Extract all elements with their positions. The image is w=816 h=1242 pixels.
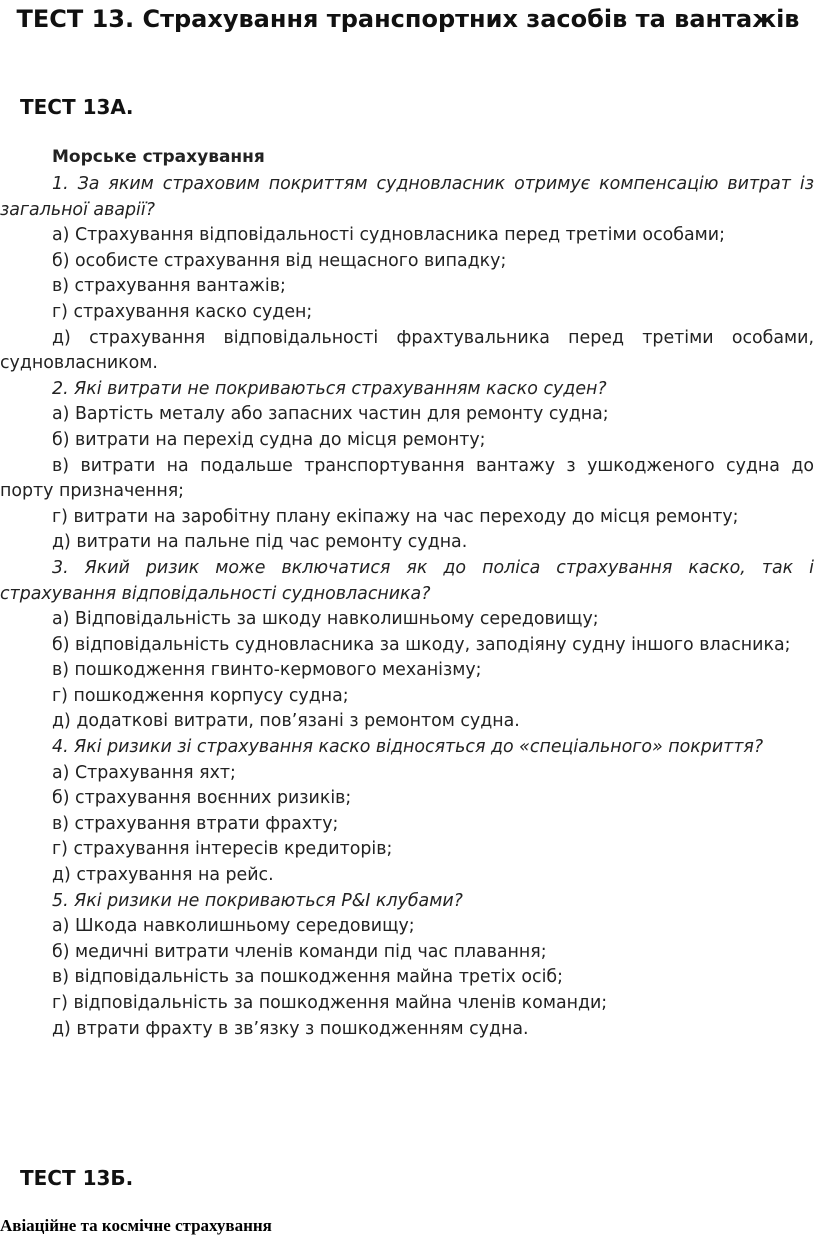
answer-option: а) Страхування яхт;	[52, 762, 236, 783]
answer-option: а) Вартість металу або запасних частин для ремонту судна;	[52, 404, 609, 425]
answer-option: г) витрати на заробітну плану екіпажу на час переходу до місця ремонту;	[52, 506, 739, 527]
question-list	[0, 172, 814, 1042]
answer-option: а) Страхування відповідальності судновласника перед третіми особами;	[52, 225, 725, 246]
answer-option: б) медичні витрати членів команди під час плавання;	[52, 941, 547, 962]
answer-option: а) Відповідальність за шкоду навколишньому середовищу;	[52, 609, 599, 630]
section-b-heading: ТЕСТ 13Б.	[20, 1166, 134, 1190]
answer-option: д) додаткові витрати, пов’язані з ремонтом судна.	[52, 711, 520, 732]
question-text: 1. За яким страховим покриттям судновласник отримує компенсацію витрат із загальної аварії?	[0, 174, 814, 220]
answer-option: б) страхування воєнних ризиків;	[52, 788, 352, 809]
question-text: 2. Які витрати не покриваються страхуванням каско суден?	[52, 378, 607, 399]
answer-option: в) пошкодження гвинто-кермового механізму;	[52, 660, 482, 681]
answer-option: г) страхування інтересів кредиторів;	[52, 839, 393, 860]
answer-option: г) пошкодження корпусу судна;	[52, 685, 349, 706]
section-a-subtitle: Морське страхування	[52, 147, 265, 167]
answer-option: д) страхування на рейс.	[52, 865, 274, 886]
section-b-subtitle: Авіаційне та космічне страхування	[0, 1216, 272, 1235]
answer-option: в) страхування втрати фрахту;	[52, 813, 339, 834]
answer-option: в) витрати на подальше транспортування вантажу з ушкодженого судна до порту призначення;	[0, 455, 814, 502]
answer-option: д) витрати на пальне під час ремонту судна.	[52, 532, 468, 553]
answer-option: б) витрати на перехід судна до місця ремонту;	[52, 429, 486, 450]
question-text: 4. Які ризики зі страхування каско відносяться до «спеціального» покриття?	[52, 737, 764, 758]
answer-option: а) Шкода навколишньому середовищу;	[52, 916, 415, 937]
answer-option: д) страхування відповідальності фрахтувальника перед третіми особами, судновласником.	[0, 327, 814, 374]
answer-option: г) страхування каско суден;	[52, 301, 313, 322]
answer-option: в) відповідальність за пошкодження майна третіх осіб;	[52, 967, 563, 988]
answer-option: б) відповідальність судновласника за шкоду, заподіяну судну іншого власника;	[52, 634, 791, 655]
answer-option: г) відповідальність за пошкодження майна членів команди;	[52, 993, 608, 1013]
answer-option: б) особисте страхування від нещасного випадку;	[52, 250, 507, 271]
document-title: ТЕСТ 13. Страхування транспортних засобів та вантажів	[16, 5, 800, 33]
answer-option: д) втрати фрахту в зв’язку з пошкодженням судна.	[52, 1018, 529, 1039]
question-text: 3. Який ризик може включатися як до поліса страхування каско, так і страхування відповідальності судновласника?	[0, 557, 814, 604]
question-text: 5. Які ризики не покриваються P&I клубами?	[52, 890, 463, 911]
answer-option: в) страхування вантажів;	[52, 276, 286, 297]
section-a-heading: ТЕСТ 13А.	[20, 95, 134, 119]
